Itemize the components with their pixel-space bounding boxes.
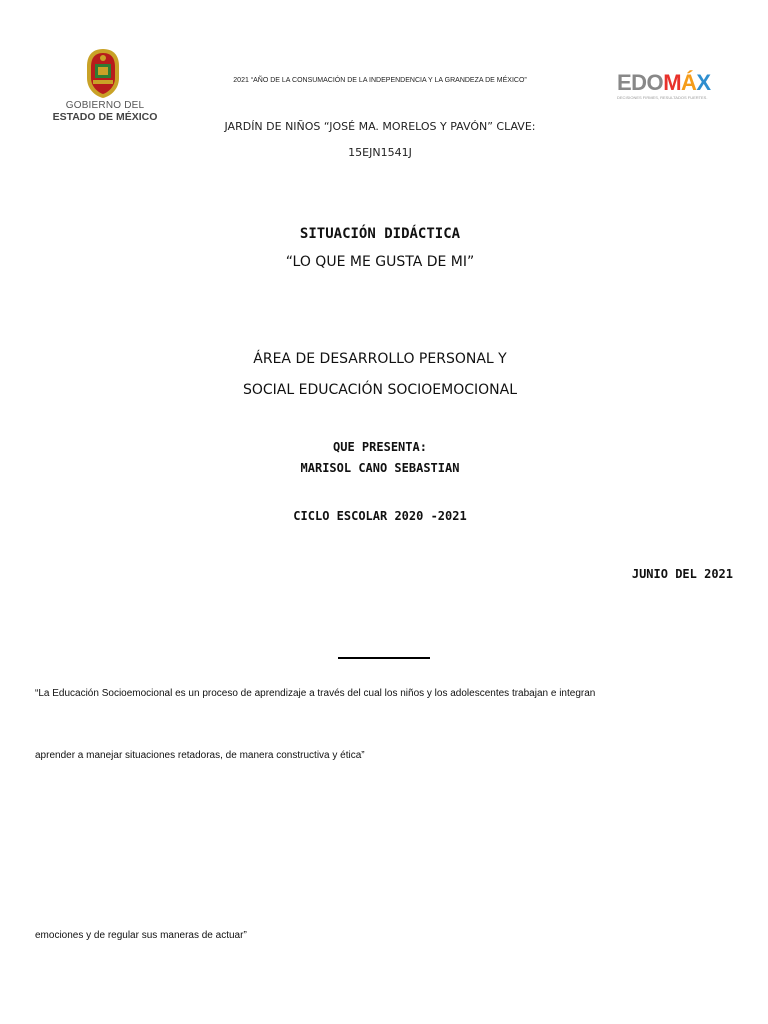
edomex-logo	[612, 70, 732, 102]
quote-line-3: emociones y de regular sus maneras de actuar”	[35, 930, 247, 941]
area-line-1: ÁREA DE DESARROLLO PERSONAL Y	[253, 351, 507, 367]
section-divider	[338, 657, 430, 659]
school-name: JARDÍN DE NIÑOS “JOSÉ MA. MORELOS Y PAVÓN” CLAVE:	[224, 120, 536, 133]
school-clave: 15EJN1541J	[348, 146, 412, 159]
situacion-title: “LO QUE ME GUSTA DE MI”	[285, 254, 475, 270]
gobierno-estado-mexico-logo	[40, 46, 170, 126]
gov-logo-line1: GOBIERNO DEL	[65, 100, 145, 111]
quote-line-2: aprender a manejar situaciones retadoras, de manera constructiva y ética”	[35, 750, 365, 761]
presenta-label: QUE PRESENTA:	[333, 440, 427, 454]
estado-de-mexico-emblem-icon	[78, 46, 128, 100]
document-date: JUNIO DEL 2021	[631, 567, 733, 581]
presenter-name: MARISOL CANO SEBASTIAN	[300, 461, 460, 475]
edomex-tagline: DECISIONES FIRMES, RESULTADOS FUERTES.	[617, 95, 708, 100]
school-year: CICLO ESCOLAR 2020 -2021	[293, 509, 467, 523]
header-motto: 2021 “AÑO DE LA CONSUMACIÓN DE LA INDEPENDENCIA Y LA GRANDEZA DE MÉXICO”	[233, 77, 527, 84]
edomex-logo-icon: EDOMÁX	[617, 70, 711, 95]
quote-line-1: “La Educación Socioemocional es un proceso de aprendizaje a través del cual los niños y los adolescentes trabajan e integran	[35, 688, 596, 699]
gov-logo-line2: ESTADO DE MÉXICO	[52, 111, 158, 123]
area-line-2: SOCIAL EDUCACIÓN SOCIOEMOCIONAL	[242, 382, 517, 398]
situacion-didactica-label: SITUACIÓN DIDÁCTICA	[299, 226, 461, 242]
